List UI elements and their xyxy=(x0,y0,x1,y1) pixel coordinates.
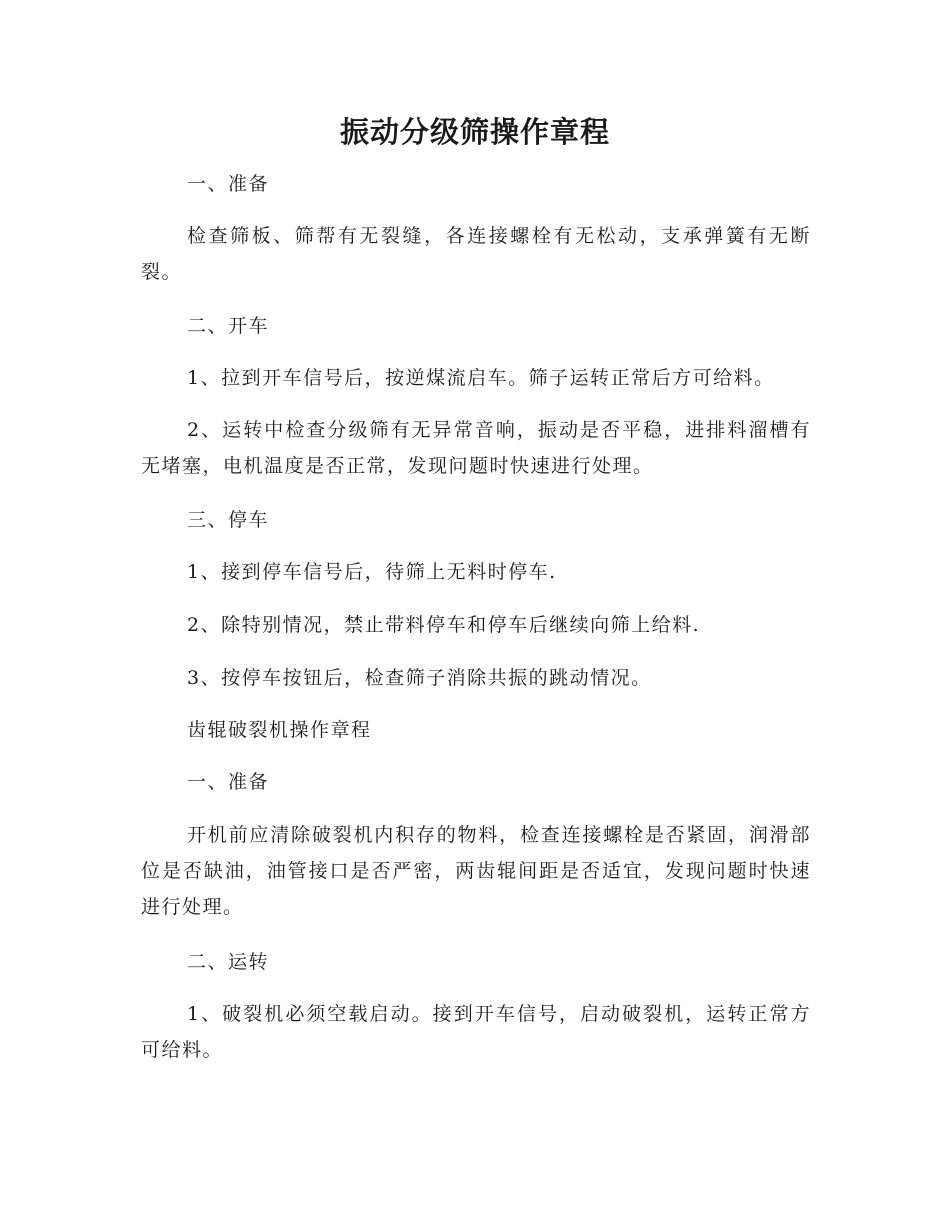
paragraph-run-1: 1、破裂机必须空载启动。接到开车信号，启动破裂机，运转正常方可给料。 xyxy=(141,1003,811,1061)
section-heading-run: 二、运转 xyxy=(187,951,270,973)
section-heading-start: 二、开车 xyxy=(187,315,270,337)
paragraph-inspect-screen: 检查筛板、筛帮有无裂缝，各连接螺栓有无松动，支承弹簧有无断裂。 xyxy=(141,225,811,283)
section-heading-prepare-crusher: 一、准备 xyxy=(187,771,270,793)
section-heading-prepare: 一、准备 xyxy=(187,173,270,195)
subtitle-crusher: 齿辊破裂机操作章程 xyxy=(187,719,372,741)
paragraph-crusher-prepare: 开机前应清除破裂机内积存的物料，检查连接螺栓是否紧固，润滑部位是否缺油，油管接口是否严密，两齿辊间距是否适宜，发现问题时快速进行处理。 xyxy=(141,824,811,918)
paragraph-stop-3: 3、按停车按钮后，检查筛子消除共振的跳动情况。 xyxy=(187,667,652,689)
paragraph-stop-1: 1、接到停车信号后，待筛上无料时停车. xyxy=(187,561,557,583)
paragraph-start-1: 1、拉到开车信号后，按逆煤流启车。筛子运转正常后方可给料。 xyxy=(187,367,775,389)
section-heading-stop: 三、停车 xyxy=(187,509,270,531)
paragraph-stop-2: 2、除特别情况，禁止带料停车和停车后继续向筛上给料. xyxy=(187,614,701,636)
document-title: 振动分级筛操作章程 xyxy=(339,115,610,149)
paragraph-start-2: 2、运转中检查分级筛有无异常音响，振动是否平稳，进排料溜槽有无堵塞，电机温度是否正常，发现问题时快速进行处理。 xyxy=(141,419,811,477)
